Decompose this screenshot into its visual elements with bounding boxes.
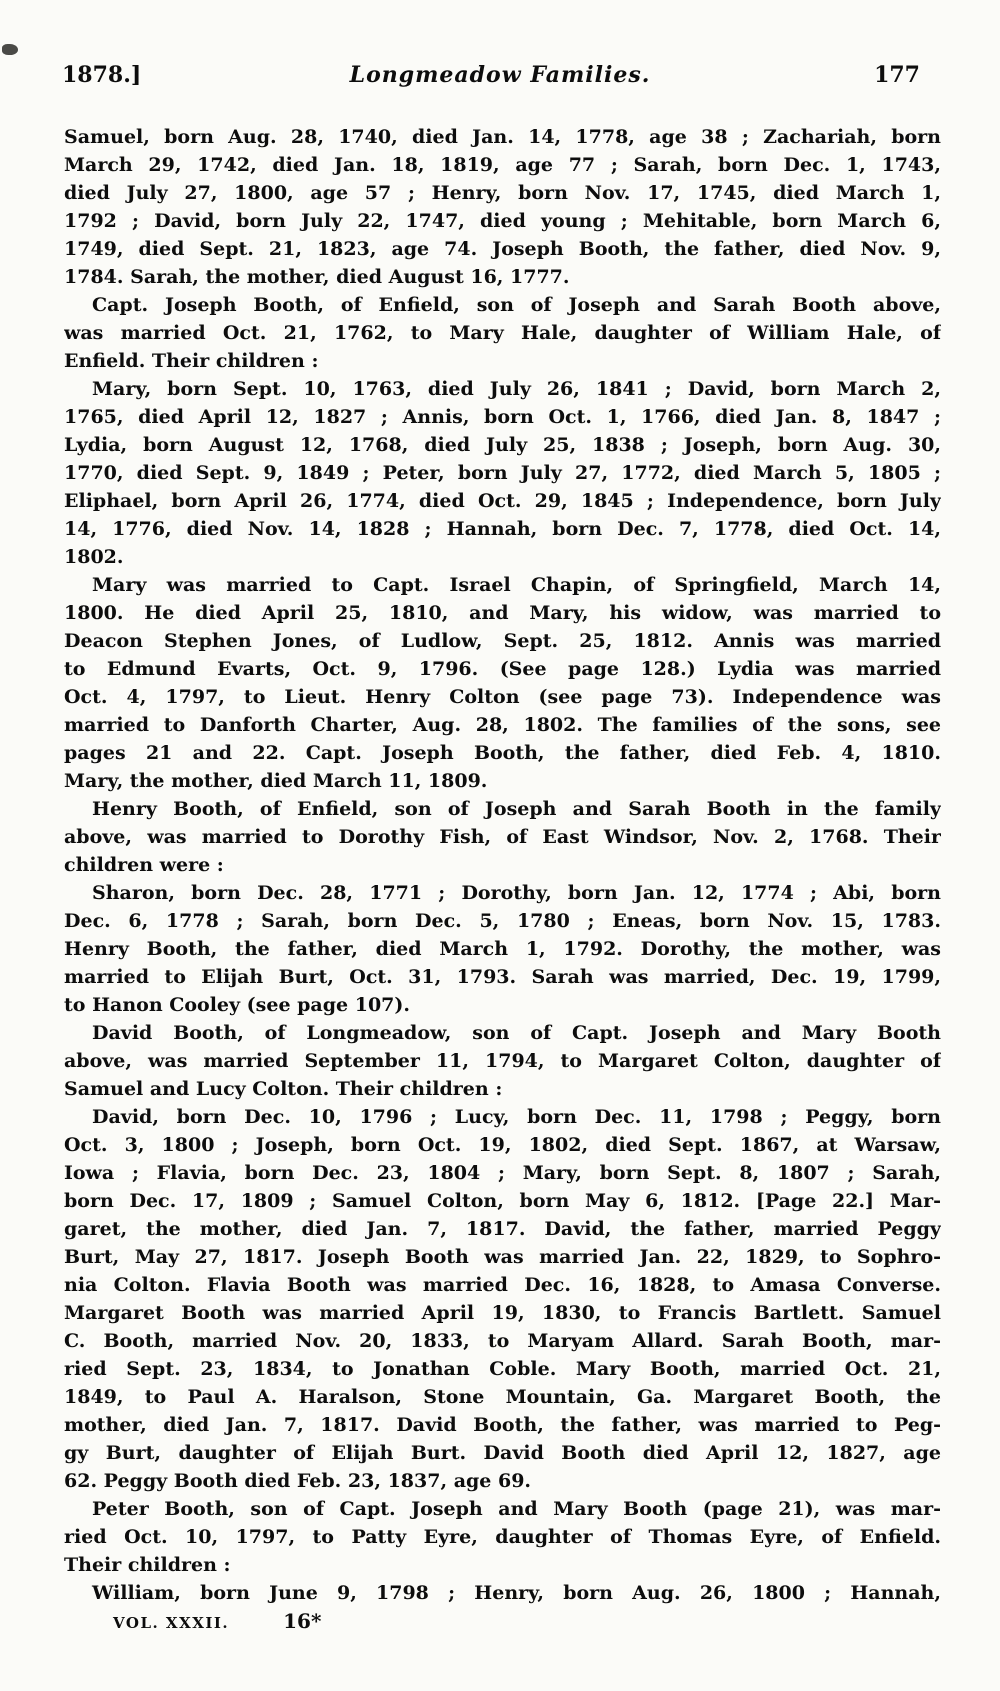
text-line: gy Burt, daughter of Elijah Burt. David Booth died April 12, 1827, age: [64, 1442, 941, 1464]
volume-label: VOL. XXXII.: [113, 1614, 230, 1632]
text-line: above, was married September 11, 1794, to Margaret Colton, daughter of: [64, 1050, 941, 1072]
text-line: David Booth, of Longmeadow, son of Capt. Joseph and Mary Booth: [92, 1022, 941, 1044]
text-line: ried Sept. 23, 1834, to Jonathan Coble. Mary Booth, married Oct. 21,: [64, 1358, 941, 1380]
page-footer: [64, 1607, 941, 1635]
page-number: 177: [874, 62, 920, 88]
text-line: Samuel and Lucy Colton. Their children :: [64, 1078, 503, 1100]
text-line: 1784. Sarah, the mother, died August 16, 1777.: [64, 266, 570, 288]
text-line: Capt. Joseph Booth, of Enfield, son of Joseph and Sarah Booth above,: [92, 294, 941, 316]
text-line: to Hanon Cooley (see page 107).: [64, 994, 410, 1016]
text-line: married to Danforth Charter, Aug. 28, 1802. The families of the sons, see: [64, 714, 941, 736]
text-line: 1765, died April 12, 1827 ; Annis, born Oct. 1, 1766, died Jan. 8, 1847 ;: [64, 406, 941, 428]
text-line: born Dec. 17, 1809 ; Samuel Colton, born May 6, 1812. [Page 22.] Mar-: [64, 1190, 941, 1212]
text-line: was married Oct. 21, 1762, to Mary Hale, daughter of William Hale, of: [64, 322, 941, 344]
text-line: died July 27, 1800, age 57 ; Henry, born Nov. 17, 1745, died March 1,: [64, 182, 941, 204]
text-line: Their children :: [64, 1554, 231, 1576]
text-line: 14, 1776, died Nov. 14, 1828 ; Hannah, born Dec. 7, 1778, died Oct. 14,: [64, 518, 941, 540]
text-line: Margaret Booth was married April 19, 1830, to Francis Bartlett. Samuel: [64, 1302, 941, 1324]
text-line: Peter Booth, son of Capt. Joseph and Mary Booth (page 21), was mar-: [92, 1498, 941, 1520]
text-line: Samuel, born Aug. 28, 1740, died Jan. 14, 1778, age 38 ; Zachariah, born: [64, 126, 941, 148]
text-line: children were :: [64, 854, 224, 876]
text-line: Oct. 3, 1800 ; Joseph, born Oct. 19, 1802, died Sept. 1867, at Warsaw,: [64, 1134, 941, 1156]
text-line: to Edmund Evarts, Oct. 9, 1796. (See page 128.) Lydia was married: [64, 658, 941, 680]
text-line: Mary, the mother, died March 11, 1809.: [64, 770, 488, 792]
text-line: 1792 ; David, born July 22, 1747, died young ; Mehitable, born March 6,: [64, 210, 941, 232]
text-line: mother, died Jan. 7, 1817. David Booth, the father, was married to Peg-: [64, 1414, 941, 1436]
page-body: [64, 123, 941, 1607]
text-line: Oct. 4, 1797, to Lieut. Henry Colton (see page 73). Independence was: [64, 686, 941, 708]
text-line: March 29, 1742, died Jan. 18, 1819, age 77 ; Sarah, born Dec. 1, 1743,: [64, 154, 941, 176]
text-line: C. Booth, married Nov. 20, 1833, to Maryam Allard. Sarah Booth, mar-: [64, 1330, 941, 1352]
text-line: Iowa ; Flavia, born Dec. 23, 1804 ; Mary, born Sept. 8, 1807 ; Sarah,: [64, 1162, 941, 1184]
text-line: Henry Booth, of Enfield, son of Joseph and Sarah Booth in the family: [92, 798, 941, 820]
text-line: Deacon Stephen Jones, of Ludlow, Sept. 25, 1812. Annis was married: [64, 630, 941, 652]
signature-mark: 16*: [283, 1609, 322, 1633]
text-line: nia Colton. Flavia Booth was married Dec. 16, 1828, to Amasa Converse.: [64, 1274, 941, 1296]
page-title: Longmeadow Families.: [349, 62, 651, 88]
text-line: 1849, to Paul A. Haralson, Stone Mountain, Ga. Margaret Booth, the: [64, 1386, 941, 1408]
text-line: pages 21 and 22. Capt. Joseph Booth, the father, died Feb. 4, 1810.: [64, 742, 941, 764]
text-line: 1770, died Sept. 9, 1849 ; Peter, born July 27, 1772, died March 5, 1805 ;: [64, 462, 941, 484]
text-line: 62. Peggy Booth died Feb. 23, 1837, age 69.: [64, 1470, 532, 1492]
text-line: Lydia, born August 12, 1768, died July 25, 1838 ; Joseph, born Aug. 30,: [64, 434, 941, 456]
header-date: 1878.]: [62, 62, 142, 88]
scan-artifact: [2, 44, 18, 55]
text-line: ried Oct. 10, 1797, to Patty Eyre, daughter of Thomas Eyre, of Enfield.: [64, 1526, 941, 1548]
text-line: garet, the mother, died Jan. 7, 1817. David, the father, married Peggy: [64, 1218, 941, 1240]
text-line: Mary was married to Capt. Israel Chapin, of Springfield, March 14,: [92, 574, 941, 596]
running-head: [0, 58, 1000, 92]
text-line: Enfield. Their children :: [64, 350, 319, 372]
text-line: Henry Booth, the father, died March 1, 1792. Dorothy, the mother, was: [64, 938, 941, 960]
text-line: Burt, May 27, 1817. Joseph Booth was married Jan. 22, 1829, to Sophro-: [64, 1246, 941, 1268]
text-line: David, born Dec. 10, 1796 ; Lucy, born Dec. 11, 1798 ; Peggy, born: [92, 1106, 941, 1128]
text-line: 1802.: [64, 546, 124, 568]
text-line: Mary, born Sept. 10, 1763, died July 26, 1841 ; David, born March 2,: [92, 378, 941, 400]
text-line: Dec. 6, 1778 ; Sarah, born Dec. 5, 1780 ; Eneas, born Nov. 15, 1783.: [64, 910, 941, 932]
text-line: William, born June 9, 1798 ; Henry, born Aug. 26, 1800 ; Hannah,: [92, 1582, 941, 1604]
text-line: Eliphael, born April 26, 1774, died Oct. 29, 1845 ; Independence, born July: [64, 490, 941, 512]
text-line: 1749, died Sept. 21, 1823, age 74. Joseph Booth, the father, died Nov. 9,: [64, 238, 941, 260]
text-line: married to Elijah Burt, Oct. 31, 1793. Sarah was married, Dec. 19, 1799,: [64, 966, 941, 988]
text-line: Sharon, born Dec. 28, 1771 ; Dorothy, born Jan. 12, 1774 ; Abi, born: [92, 882, 941, 904]
text-line: above, was married to Dorothy Fish, of East Windsor, Nov. 2, 1768. Their: [64, 826, 941, 848]
text-line: 1800. He died April 25, 1810, and Mary, his widow, was married to: [64, 602, 941, 624]
